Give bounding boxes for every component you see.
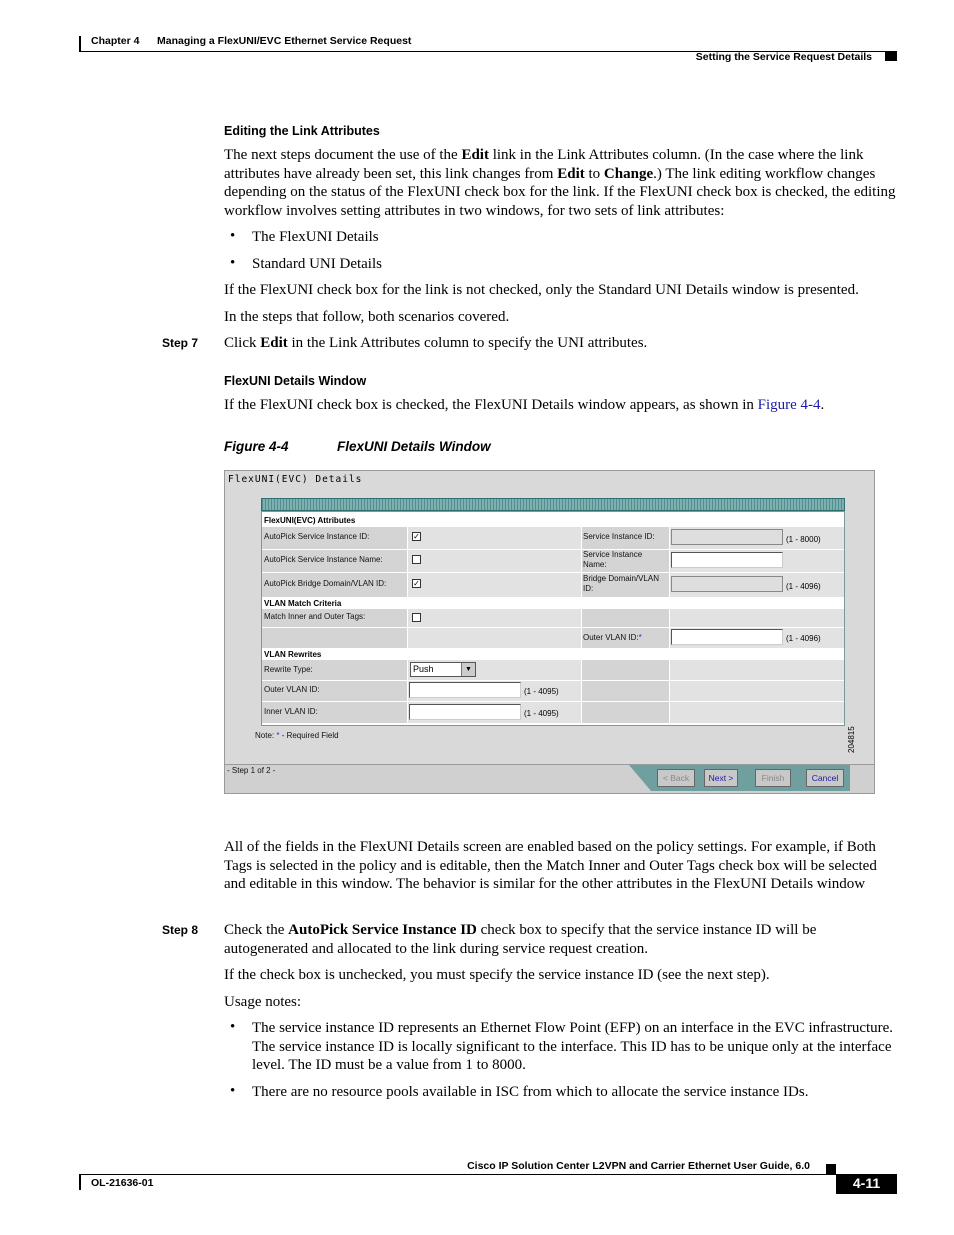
checkbox-autopick-sname[interactable] xyxy=(412,555,421,564)
input-inner-vlan-rewrite[interactable] xyxy=(409,704,521,720)
required-field-note: Note: * - Required Field xyxy=(255,731,339,740)
label-autopick-sid: AutoPick Service Instance ID: xyxy=(264,532,370,541)
footer-guide-title: Cisco IP Solution Center L2VPN and Carrier Ethernet User Guide, 6.0 xyxy=(467,1160,810,1172)
row-bg xyxy=(408,573,581,597)
footer-left-rule xyxy=(79,1174,81,1190)
finish-button[interactable]: Finish xyxy=(755,769,791,787)
row-bg xyxy=(670,660,844,680)
header-chapter-title: Managing a FlexUNI/EVC Ethernet Service Request xyxy=(157,35,412,47)
bullet-resource-pools: There are no resource pools available in ISC from which to allocate the service instance IDs. xyxy=(252,1084,809,1100)
header-section: Setting the Service Request Details xyxy=(695,51,872,63)
row-bg xyxy=(582,660,669,680)
range-service-instance-id: (1 - 8000) xyxy=(786,535,821,544)
footer-doc-number: OL-21636-01 xyxy=(91,1177,154,1189)
form-panel xyxy=(261,511,845,726)
paragraph-usage-notes: Usage notes: xyxy=(224,994,302,1010)
next-button[interactable]: Next > xyxy=(704,769,738,787)
checkbox-autopick-bd[interactable]: ✓ xyxy=(413,579,420,588)
row-bg xyxy=(408,609,581,627)
row-bg xyxy=(408,550,581,572)
range-inner-vlan-rewrite: (1 - 4095) xyxy=(524,709,559,718)
input-bridge-domain[interactable] xyxy=(671,576,783,592)
step-8-text: Check the AutoPick Service Instance ID check box to specify that the service instance ID will be autogenerated and allocated to the link during service request creation. xyxy=(224,922,817,957)
row-bg xyxy=(408,628,581,648)
wizard-footer xyxy=(225,764,874,793)
paragraph-not-checked: If the FlexUNI check box for the link is not checked, only the Standard UNI Details window is presented. xyxy=(224,282,859,298)
window-title: FlexUNI(EVC) Details xyxy=(228,474,363,485)
step-7-label: Step 7 xyxy=(162,336,199,350)
input-service-instance-name[interactable] xyxy=(671,552,783,568)
label-outer-vlan-rewrite: Outer VLAN ID: xyxy=(264,685,320,694)
paragraph-figure-ref: If the FlexUNI check box is checked, the FlexUNI Details window appears, as shown in Figure 4-4. xyxy=(224,397,825,413)
row-bg xyxy=(582,702,669,723)
step-7-text: Click Edit in the Link Attributes column to specify the UNI attributes. xyxy=(224,335,648,351)
bullet-service-instance-id: The service instance ID represents an Ethernet Flow Point (EFP) on an interface in the EVC infrastructure. The service instance ID is locally significant to the interface. This ID has to be unique only at the interface level. The ID must be a value from 1 to 8000. xyxy=(252,1020,894,1073)
wizard-step-indicator: - Step 1 of 2 - xyxy=(227,766,276,775)
row-bg xyxy=(582,681,669,701)
label-rewrite-type: Rewrite Type: xyxy=(264,665,313,674)
label-autopick-bd: AutoPick Bridge Domain/VLAN ID: xyxy=(264,579,387,588)
select-rewrite-type[interactable] xyxy=(410,662,476,677)
bullet-dot: • xyxy=(230,228,236,244)
group-vlan-match: VLAN Match Criteria xyxy=(264,599,342,608)
footer-block-small xyxy=(826,1164,836,1174)
heading-flexuni-details-window: FlexUNI Details Window xyxy=(224,374,367,388)
label-outer-vlan-required: Outer VLAN ID:* xyxy=(583,633,642,642)
paragraph-unchecked: If the check box is unchecked, you must specify the service instance ID (see the next step). xyxy=(224,967,770,983)
range-outer-vlan-match: (1 - 4096) xyxy=(786,634,821,643)
checkbox-match-inner-outer[interactable] xyxy=(412,613,421,622)
group-vlan-rewrites: VLAN Rewrites xyxy=(264,650,322,659)
page-number: 4-11 xyxy=(852,1175,881,1191)
range-outer-vlan-rewrite: (1 - 4095) xyxy=(524,687,559,696)
figure-link[interactable]: Figure 4-4 xyxy=(757,397,821,413)
bullet-dot: • xyxy=(230,1083,236,1099)
row-bg xyxy=(670,609,844,627)
required-star: * xyxy=(638,633,642,642)
footer-rule xyxy=(79,1174,897,1175)
figure-number: Figure 4-4 xyxy=(224,439,289,454)
chevron-down-icon: ▼ xyxy=(461,663,475,676)
figure-id: 204815 xyxy=(847,726,856,753)
input-outer-vlan-match[interactable] xyxy=(671,629,783,645)
back-button[interactable]: < Back xyxy=(657,769,695,787)
header-block xyxy=(885,51,897,61)
range-bridge-domain: (1 - 4096) xyxy=(786,582,821,591)
step-8-label: Step 8 xyxy=(162,923,199,937)
row-bg xyxy=(670,702,844,723)
input-service-instance-id[interactable] xyxy=(671,529,783,545)
row-bg xyxy=(408,527,581,549)
row-bg xyxy=(670,681,844,701)
paragraph-intro: The next steps document the use of the Edit link in the Link Attributes column. (In the case where the link attributes have already been set, this link changes from Edit to Change.) The link editing workflow changes depending on the status of the FlexUNI check box for the link. If the FlexUNI check box is checked, the editing workflow involves setting attributes in two windows, for two sets of link attributes: xyxy=(224,147,896,219)
input-outer-vlan-rewrite[interactable] xyxy=(409,682,521,698)
select-rewrite-value: Push xyxy=(413,664,434,674)
bullet-dot: • xyxy=(230,1019,236,1035)
paragraph-scenarios: In the steps that follow, both scenarios covered. xyxy=(224,309,510,325)
row-bg xyxy=(582,609,669,627)
label-bridge-domain: Bridge Domain/VLAN ID: xyxy=(583,574,660,593)
bullet-dot: • xyxy=(230,255,236,271)
label-match-inner-outer: Match Inner and Outer Tags: xyxy=(264,612,366,621)
bullet-standard-uni-details: Standard UNI Details xyxy=(252,256,382,272)
header-chapter: Chapter 4 xyxy=(91,35,140,47)
group-flexuni-attributes: FlexUNI(EVC) Attributes xyxy=(264,516,356,525)
header-left-rule xyxy=(79,36,81,52)
bullet-flexuni-details: The FlexUNI Details xyxy=(252,229,379,245)
panel-title-bar xyxy=(261,498,845,511)
cancel-button[interactable]: Cancel xyxy=(806,769,844,787)
figure-caption: FlexUNI Details Window xyxy=(337,439,491,454)
label-autopick-sname: AutoPick Service Instance Name: xyxy=(264,555,383,564)
heading-editing-link-attributes: Editing the Link Attributes xyxy=(224,124,380,138)
paragraph-fields-enabled: All of the fields in the FlexUNI Details screen are enabled based on the policy settings. For example, if Both Tags is selected in the policy and is editable, then the Match Inner and Outer Tags check box will be selected and editable in this window. The behavior is similar for the other attributes in the FlexUNI Details window xyxy=(224,839,877,892)
label-inner-vlan-rewrite: Inner VLAN ID: xyxy=(264,707,318,716)
label-service-instance-name: Service Instance Name: xyxy=(583,550,643,569)
flexuni-details-screenshot xyxy=(224,470,875,794)
row-bg xyxy=(262,628,407,648)
label-service-instance-id: Service Instance ID: xyxy=(583,532,655,541)
checkbox-autopick-sid[interactable]: ✓ xyxy=(413,532,420,541)
